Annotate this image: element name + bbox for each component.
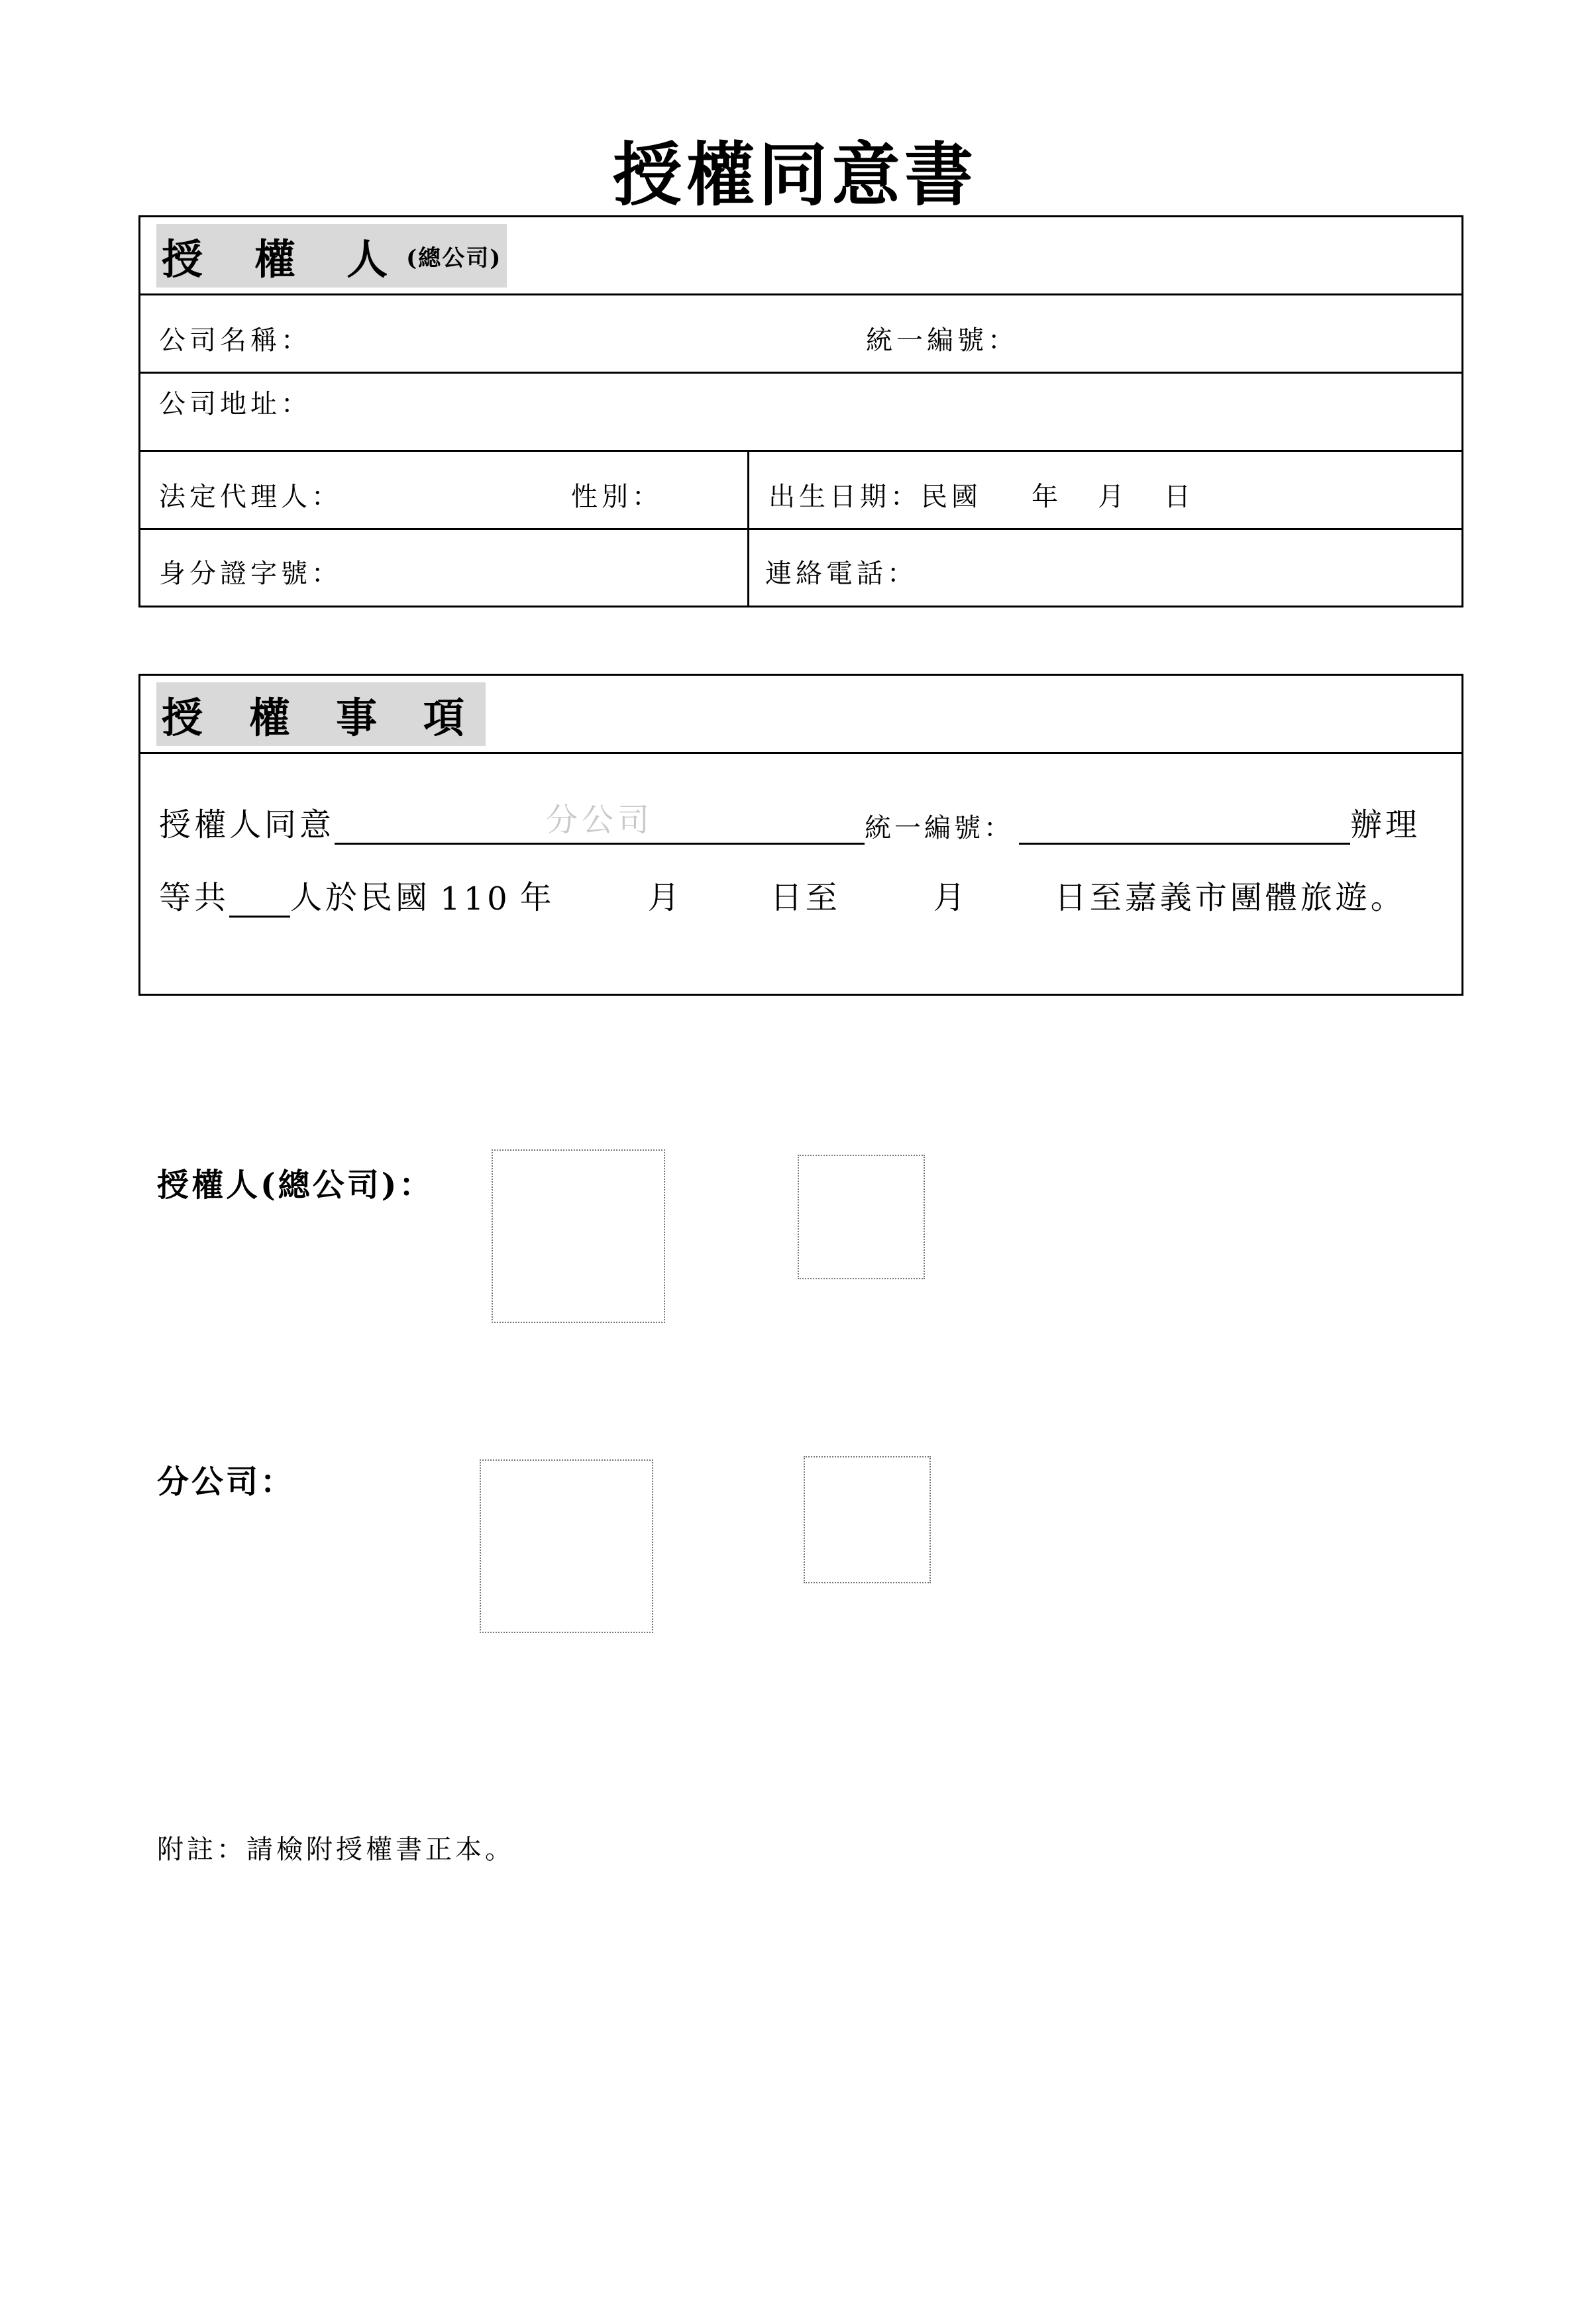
start-month-unit: 月	[647, 879, 683, 916]
persons-unit: 人於民國	[290, 879, 431, 916]
persons-count-blank[interactable]	[229, 878, 290, 918]
branch-signature-label: 分公司：	[157, 1463, 295, 1501]
grantor-header-row	[140, 217, 1461, 295]
matter-header-row	[140, 676, 1461, 754]
footnote: 附註：請檢附授權書正本。	[157, 1834, 515, 1865]
matter-line-2	[159, 872, 1406, 918]
grantor-rep-seal-box[interactable]	[798, 1155, 925, 1279]
persons-prefix: 等共	[159, 879, 230, 916]
grantor-company-seal-box[interactable]	[492, 1149, 665, 1323]
id-phone-row	[140, 530, 1461, 606]
tax-id-label: 統一編號：	[866, 325, 1018, 356]
end-month-unit: 月	[933, 879, 969, 916]
matter-prefix: 授權人同意	[159, 806, 335, 843]
company-address-label: 公司地址：	[159, 389, 311, 419]
phone-label: 連絡電話：	[765, 558, 918, 589]
matter-header	[156, 682, 486, 746]
gender-label: 性別：	[571, 482, 662, 512]
grantor-header	[156, 224, 507, 288]
grantor-section	[138, 215, 1463, 607]
year-unit: 年	[519, 879, 555, 916]
branch-rep-seal-box[interactable]	[804, 1456, 931, 1583]
company-name-label: 公司名稱：	[159, 325, 311, 356]
birth-year-unit: 年	[1032, 482, 1062, 512]
legal-rep-label: 法定代理人：	[159, 482, 342, 512]
company-address-row	[140, 374, 1461, 452]
grantor-header-title: 授 權 人	[162, 235, 407, 284]
page-title: 授權同意書	[612, 134, 977, 215]
branch-tax-id-blank[interactable]	[1019, 806, 1350, 845]
matter-body	[140, 754, 1461, 994]
birth-month-unit: 月	[1098, 482, 1128, 512]
start-day-unit: 日至	[770, 879, 841, 916]
grantor-header-subtitle: (總公司)	[406, 244, 502, 272]
birth-day-unit: 日	[1164, 482, 1194, 512]
grantor-signature-label: 授權人(總公司)：	[157, 1167, 434, 1204]
id-number-label: 身分證字號：	[159, 558, 342, 589]
matter-section	[138, 674, 1463, 996]
destination-text: 日至嘉義市團體旅遊。	[1054, 879, 1406, 916]
matter-tax-id-label: 統一編號：	[865, 813, 1014, 843]
matter-line-1	[159, 799, 1420, 845]
branch-placeholder: 分公司	[546, 802, 654, 839]
company-name-row	[140, 295, 1461, 374]
branch-name-blank[interactable]	[335, 802, 865, 845]
row-divider	[747, 452, 749, 528]
matter-suffix: 辦理	[1350, 806, 1421, 843]
matter-header-title: 授 權 事 項	[162, 693, 480, 742]
birth-date-label: 出生日期：民國	[768, 482, 982, 512]
row-divider	[747, 530, 749, 606]
branch-company-seal-box[interactable]	[480, 1459, 653, 1633]
legal-rep-row	[140, 452, 1461, 530]
roc-year: 110	[440, 880, 511, 918]
